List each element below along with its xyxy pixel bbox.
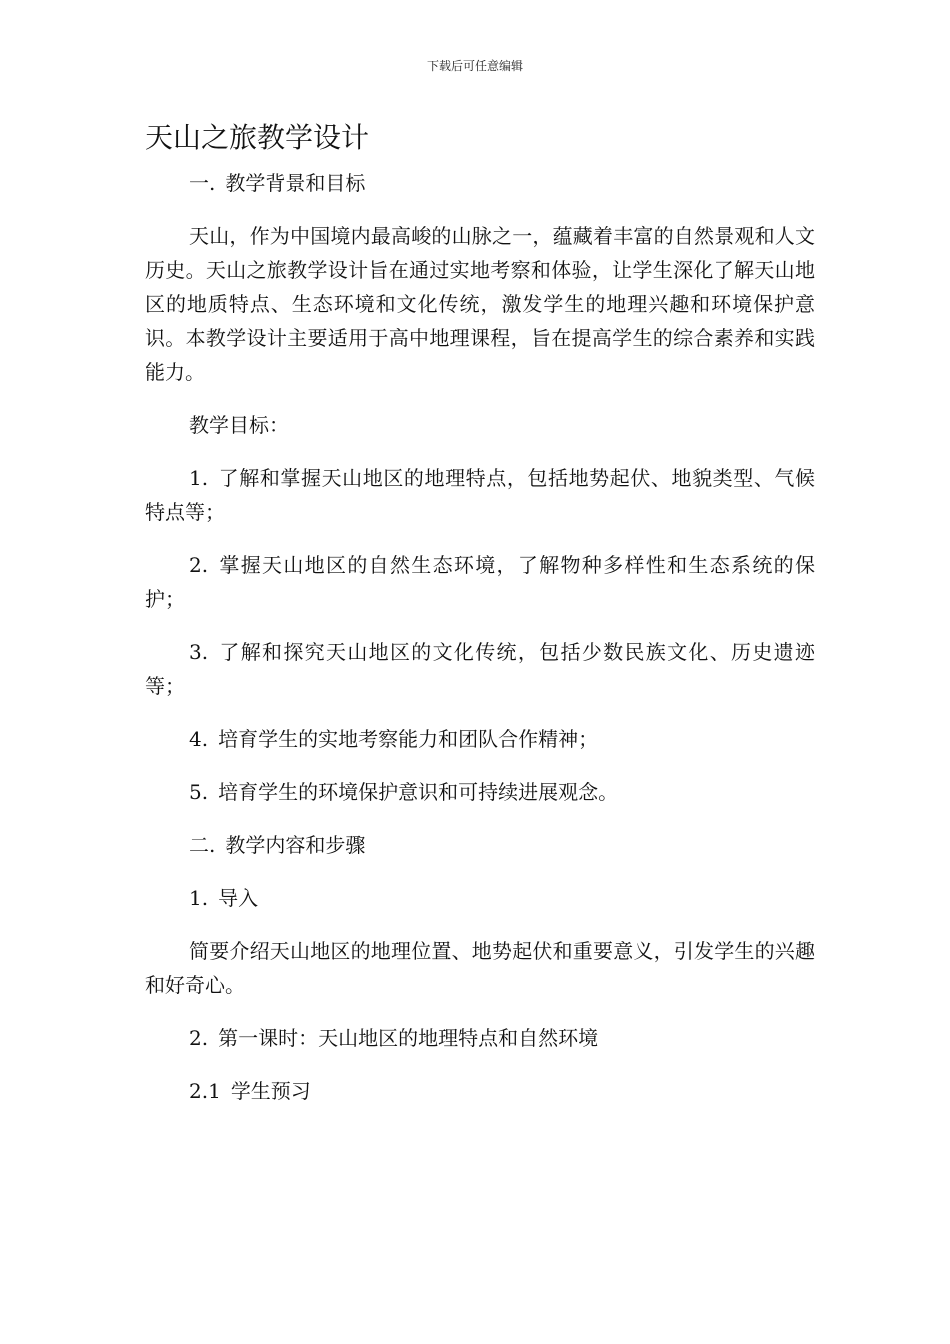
objective-number: 3. — [189, 640, 209, 664]
substep-number: 2.1 — [189, 1079, 221, 1103]
objective-text: 掌握天山地区的自然生态环境，了解物种多样性和生态系统的保护； — [145, 553, 815, 611]
document-body — [145, 166, 815, 1127]
objective-item — [145, 548, 815, 616]
objective-number: 5. — [189, 780, 209, 804]
step1-paragraph: 简要介绍天山地区的地理位置、地势起伏和重要意义，引发学生的兴趣和好奇心。 — [145, 939, 815, 997]
header-note: 下载后可任意编辑 — [426, 59, 523, 73]
objective-text: 培育学生的实地考察能力和团队合作精神； — [218, 727, 599, 751]
step-title: 第一课时：天山地区的地理特点和自然环境 — [218, 1026, 599, 1050]
objective-text: 培育学生的环境保护意识和可持续进展观念。 — [218, 780, 619, 804]
document-title: 天山之旅教学设计 — [145, 121, 370, 154]
objective-item — [145, 722, 815, 756]
section-title: 教学内容和步骤 — [225, 833, 366, 857]
objective-item — [145, 775, 815, 809]
section-number: 二. — [189, 833, 216, 857]
section-number: 一. — [189, 171, 216, 195]
objective-number: 2. — [189, 553, 209, 577]
substep-title: 学生预习 — [230, 1079, 311, 1103]
step-heading-2 — [145, 1021, 815, 1055]
section-heading-1 — [145, 166, 815, 200]
objective-number: 1. — [189, 466, 209, 490]
objective-item — [145, 635, 815, 703]
step-title: 导入 — [218, 886, 259, 910]
objective-item — [145, 461, 815, 529]
section-title: 教学背景和目标 — [225, 171, 366, 195]
step-heading-1 — [145, 881, 815, 915]
objective-text: 了解和探究天山地区的文化传统，包括少数民族文化、历史遗迹等； — [145, 640, 815, 698]
step-number: 2. — [189, 1026, 209, 1050]
substep-heading-2-1 — [145, 1074, 815, 1108]
step-number: 1. — [189, 886, 209, 910]
objective-number: 4. — [189, 727, 209, 751]
objective-text: 了解和掌握天山地区的地理特点，包括地势起伏、地貌类型、气候特点等； — [145, 466, 815, 524]
intro-paragraph: 天山，作为中国境内最高峻的山脉之一，蕴藏着丰富的自然景观和人文历史。天山之旅教学设计旨在通过实地考察和体验，让学生深化了解天山地区的地质特点、生态环境和文化传统，激发学生的地理兴趣和环境保护意识。本教学设计主要适用于高中地理课程，旨在提高学生的综合素养和实践能力。 — [145, 224, 815, 384]
objectives-label: 教学目标： — [189, 413, 289, 437]
section-heading-2 — [145, 828, 815, 862]
